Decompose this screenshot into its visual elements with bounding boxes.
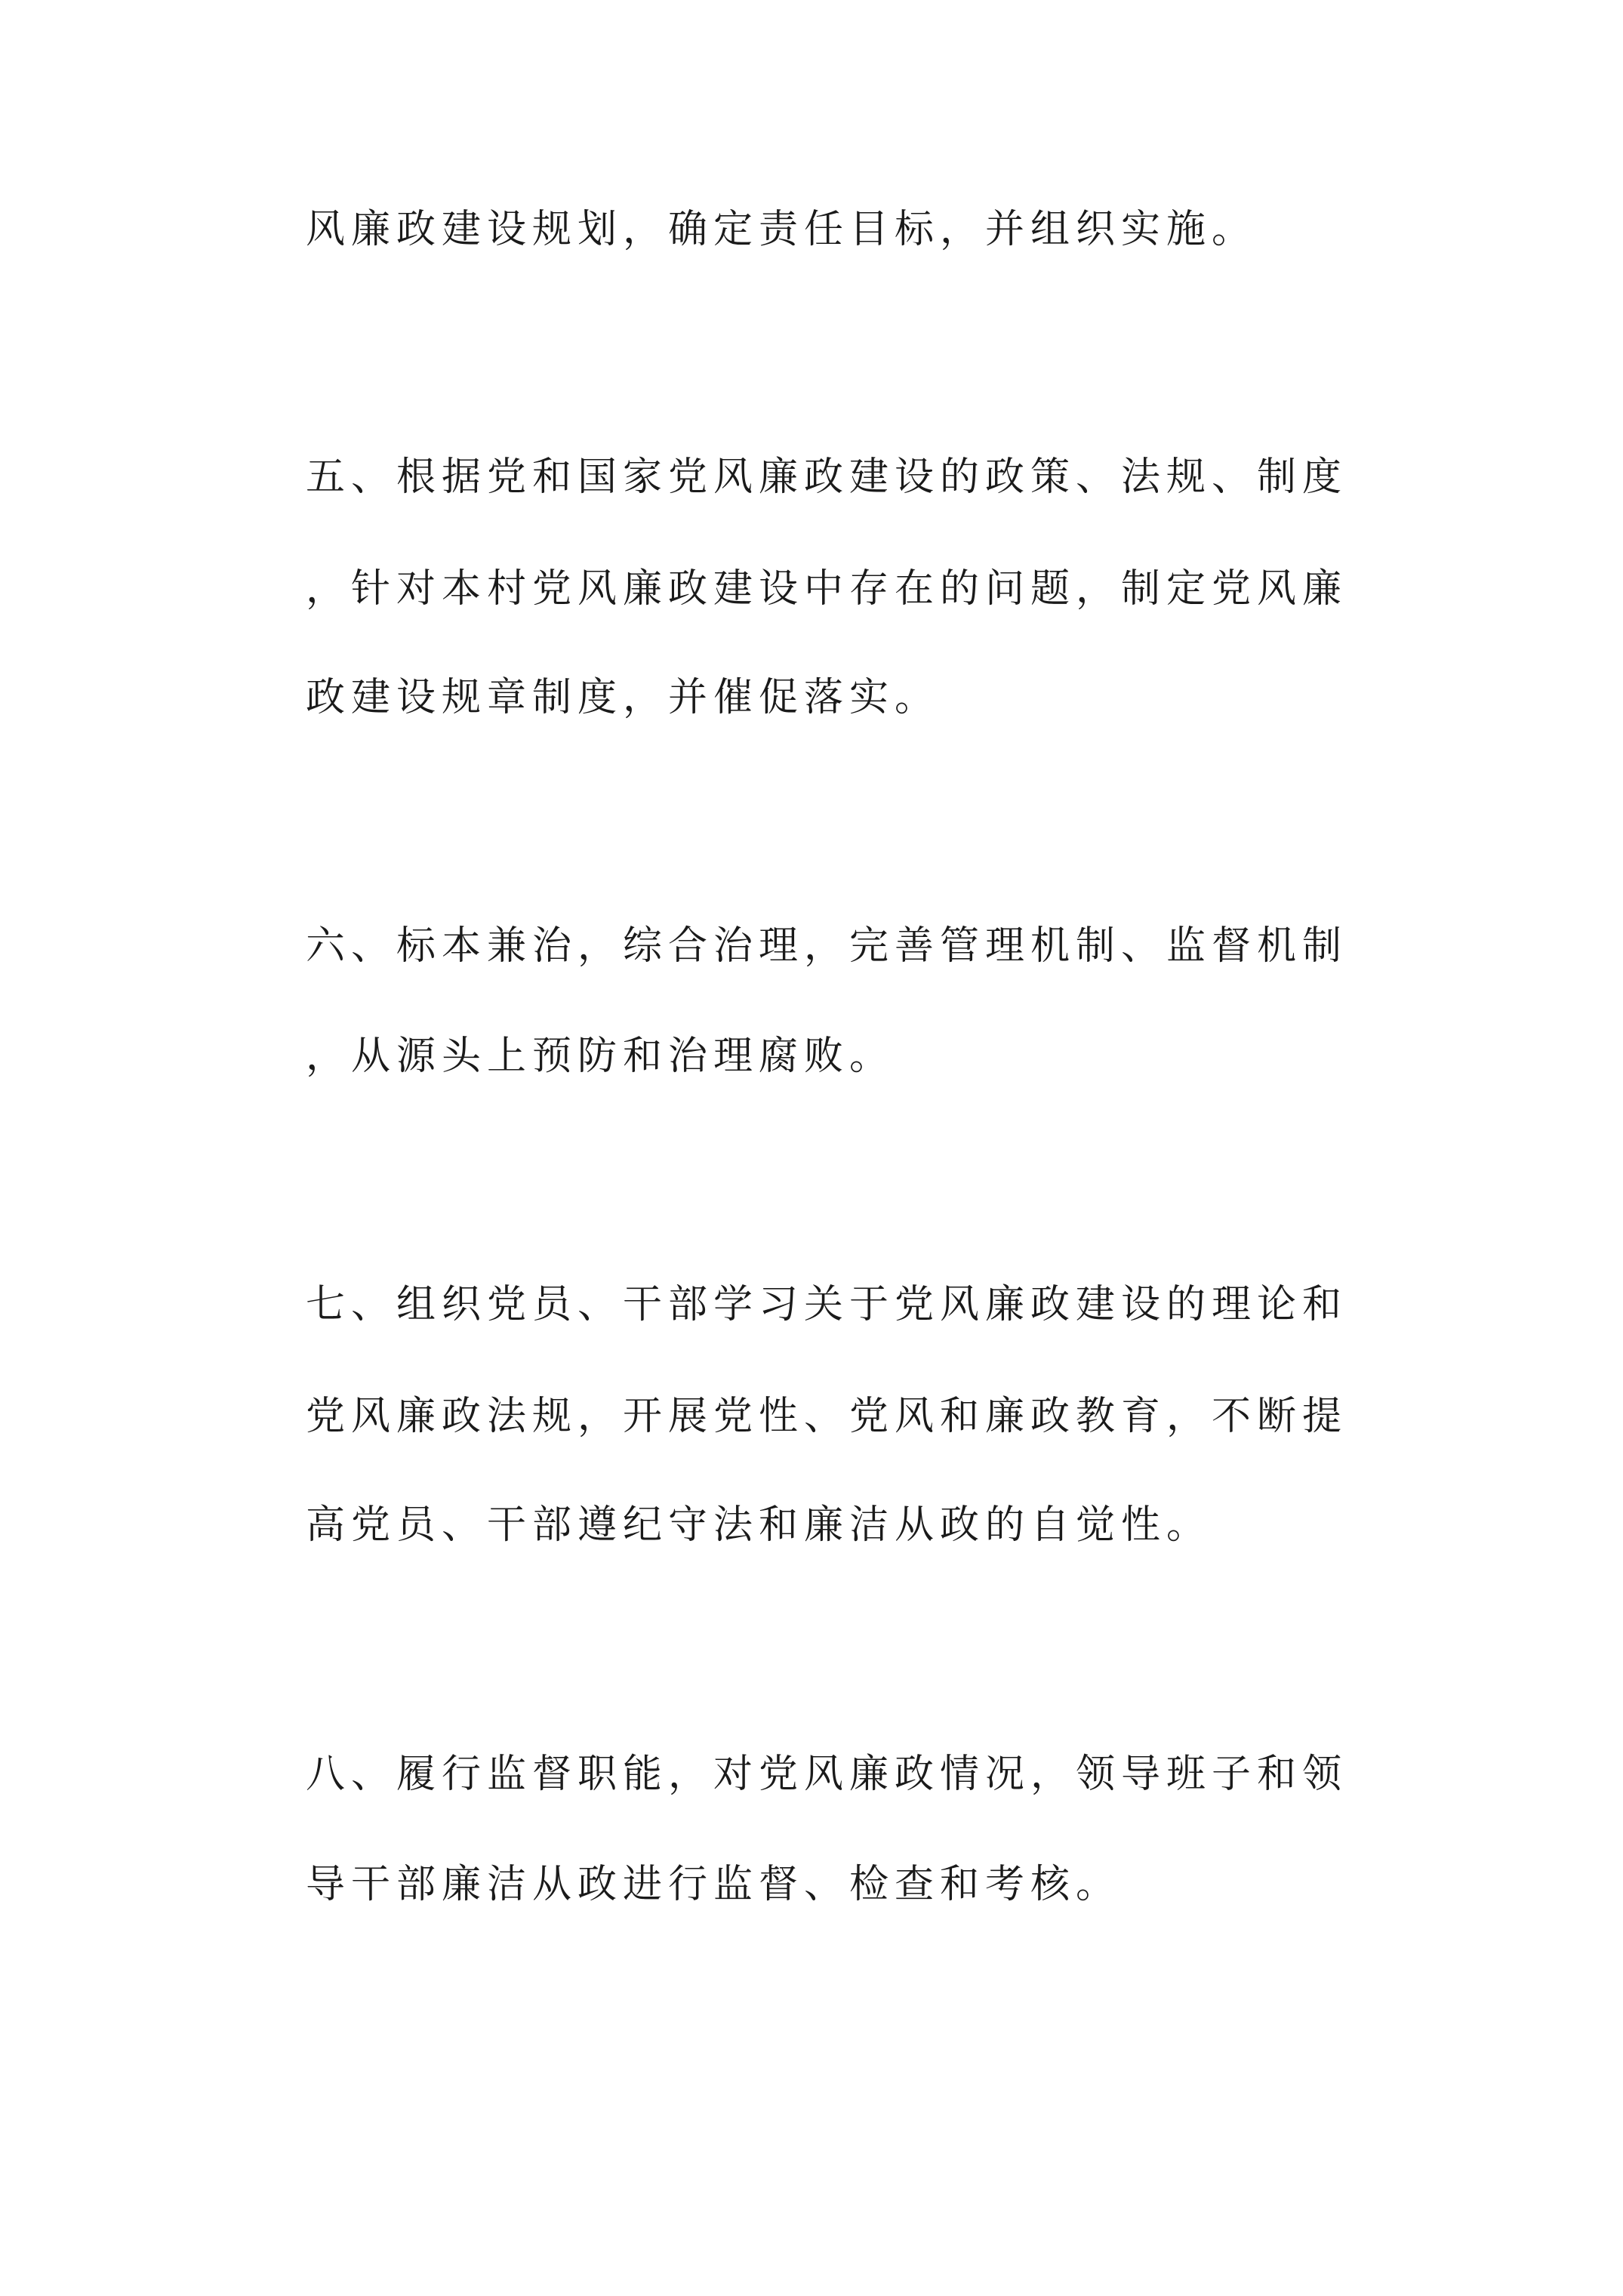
paragraph-7-line-3: 高党员、干部遵纪守法和廉洁从政的自觉性。 bbox=[306, 1502, 1212, 1548]
paragraph-7-line-2: 党风廉政法规，开展党性、党风和廉政教育，不断提 bbox=[306, 1394, 1348, 1439]
paragraph-6-line-2: ，从源头上预防和治理腐败。 bbox=[306, 1034, 895, 1079]
paragraph-4-continuation-line: 风廉政建设规划，确定责任目标，并组织实施。 bbox=[306, 207, 1258, 252]
paragraph-7-line-1: 七、组织党员、干部学习关于党风廉政建设的理论和 bbox=[306, 1282, 1348, 1327]
paragraph-8-line-2: 导干部廉洁从政进行监督、检查和考核。 bbox=[306, 1862, 1122, 1907]
paragraph-8-line-1: 八、履行监督职能，对党风廉政情况，领导班子和领 bbox=[306, 1752, 1348, 1797]
paragraph-5-line-1: 五、根据党和国家党风廉政建设的政策、法规、制度 bbox=[306, 455, 1348, 500]
paragraph-5-line-2: ，针对本村党风廉政建设中存在的问题，制定党风廉 bbox=[306, 566, 1348, 612]
paragraph-6-line-1: 六、标本兼治，综合治理，完善管理机制、监督机制 bbox=[306, 923, 1348, 969]
paragraph-5-line-3: 政建设规章制度，并催促落实。 bbox=[306, 675, 941, 720]
